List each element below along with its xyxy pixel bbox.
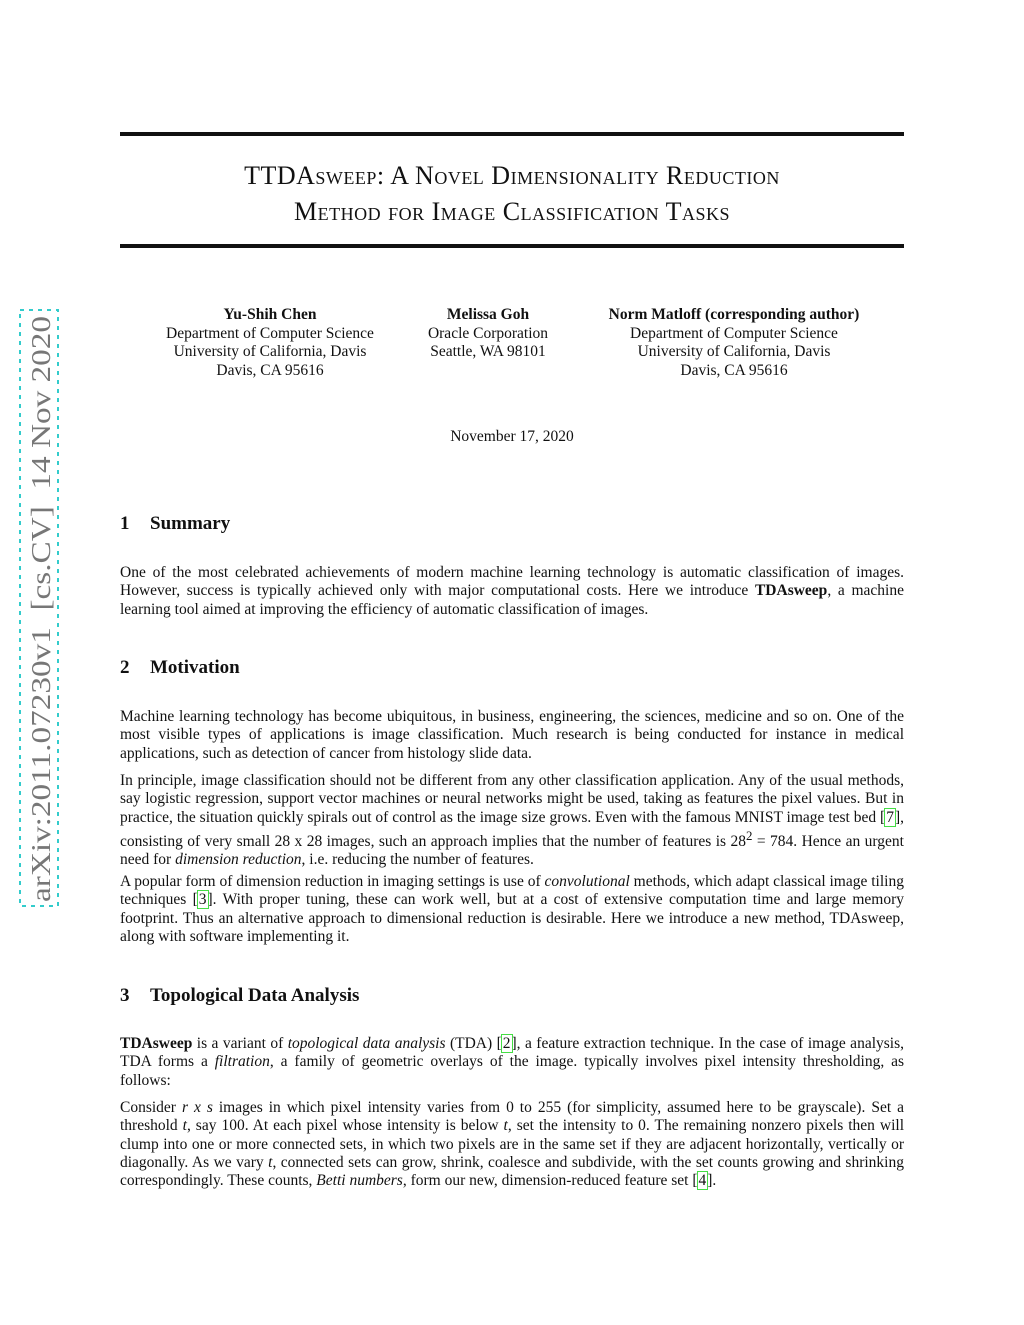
text-run: , a family of geometric overlays of the image. typically involves pixel intensity thresholding, as follows: — [120, 1053, 904, 1089]
text-run: , set the intensity to 0. The remaining nonzero pixels then will clump into one or more connected sets, in which two pixels are in the same set if they are adjacent horizontally, vertically or diagonally. As we vary — [120, 1117, 904, 1171]
summary-paragraph — [120, 564, 904, 619]
tda-paragraph-1 — [120, 1035, 904, 1090]
section-title: Topological Data Analysis — [150, 985, 360, 1006]
author-3 — [588, 306, 880, 380]
text-run: methods, which adapt classical image tiling techniques [ — [120, 873, 904, 909]
emphasis: t — [268, 1153, 273, 1171]
emphasis: topological data analysis — [287, 1035, 446, 1052]
emphasis: t — [182, 1117, 187, 1135]
arxiv-stamp[interactable] — [18, 308, 60, 908]
arxiv-stamp-text: arXiv:2011.07230v1 [cs.CV] 14 Nov 2020 — [25, 417, 56, 902]
motivation-paragraph-2 — [120, 772, 904, 870]
title-rule-top — [120, 132, 904, 136]
text-run: = 784. Hence an urgent need for — [120, 833, 904, 869]
citation-link[interactable]: 7 — [886, 808, 894, 826]
text-run: images in which pixel intensity varies from 0 to 255 (for simplicity, assumed here to be grayscale). Set a threshold — [120, 1099, 904, 1135]
superscript: 2 — [745, 827, 753, 843]
paper-date: November 17, 2020 — [450, 428, 574, 445]
author-affiliation: University of California, Davis — [173, 343, 367, 360]
text-run: , a machine learning tool aimed at improving the efficiency of automatic classification of images. — [120, 582, 904, 618]
author-affiliation: University of California, Davis — [637, 343, 831, 360]
text-run: is a variant of — [192, 1035, 288, 1052]
author-1 — [140, 306, 400, 380]
text-run: One of the most celebrated achievements of modern machine learning technology is automatic classification of images. However, success is typically achieved only with major computational costs. Here we introduce — [120, 564, 904, 600]
section-number: 2 — [120, 657, 130, 678]
emphasis: filtration — [214, 1053, 270, 1071]
section-heading-tda — [120, 985, 359, 1007]
motivation-paragraph-1: Machine learning technology has become ubiquitous, in business, engineering, the sciences, medicine and so on. One of the most visible types of applications is image classification. Much research is being conducted for instance in medical applications, such as detection of cancer from histology slide data. — [120, 708, 904, 762]
emphasis: convolutional — [544, 873, 630, 890]
author-address: Davis, CA 95616 — [680, 361, 788, 379]
text-run: ], consisting of very small 28 x 28 images, such an approach implies that the number of features is 28 — [120, 808, 904, 851]
motivation-paragraph-3 — [120, 873, 904, 946]
text-run: , i.e. reducing the number of features. — [301, 851, 534, 869]
author-address: Seattle, WA 98101 — [430, 343, 546, 360]
text-run: , form our new, dimension-reduced feature set [ — [402, 1172, 698, 1190]
author-address: Davis, CA 95616 — [216, 361, 324, 379]
text-run: (TDA) [ — [445, 1035, 502, 1052]
paper-title — [120, 158, 904, 230]
text-run: Consider — [120, 1099, 182, 1116]
text-run: ]. — [707, 1172, 717, 1190]
arxiv-stamp-graphic — [18, 308, 60, 908]
section-heading-summary — [120, 513, 230, 535]
tda-paragraph-2 — [120, 1099, 904, 1190]
author-name: Yu-Shih Chen — [223, 306, 317, 323]
title-line-2: Method for Image Classification Tasks — [293, 197, 731, 226]
author-affiliation: Department of Computer Science — [166, 324, 374, 342]
title-line-1: TTDAsweep: A Novel Dimensionality Reduction — [244, 161, 780, 190]
author-name: Melissa Goh — [446, 306, 530, 323]
emphasis: r x s — [181, 1099, 213, 1116]
emphasis: t — [503, 1117, 508, 1135]
author-affiliation: Department of Computer Science — [630, 324, 838, 342]
section-number: 1 — [120, 513, 130, 534]
author-2 — [408, 306, 568, 362]
bold-term: TDAsweep — [754, 582, 828, 600]
section-title: Summary — [150, 513, 231, 534]
section-number: 3 — [120, 985, 130, 1006]
author-affiliation: Oracle Corporation — [427, 324, 549, 342]
section-heading-motivation — [120, 657, 240, 679]
title-rule-bottom — [120, 244, 904, 248]
text-run: ]. With proper tuning, these can work well, but at a cost of extensive computation time and large memory footprint. Thus an alternative approach to dimensional reduction is desirable. Here we introduce a new method, TDAsweep, along with software implementing it. — [120, 891, 904, 945]
section-title: Motivation — [150, 657, 240, 678]
citation-link[interactable]: 2 — [502, 1035, 511, 1052]
text-run: , connected sets can grow, shrink, coalesce and subdivide, with the set counts growing and shrinking correspondingly. These counts, — [120, 1153, 904, 1190]
emphasis: dimension reduction — [175, 851, 302, 869]
emphasis: Betti numbers — [316, 1172, 403, 1190]
bold-term: TDAsweep — [120, 1035, 193, 1052]
text-run: ], a feature extraction technique. In the case of image analysis, TDA forms a — [120, 1035, 904, 1071]
text-run: In principle, image classification should not be different from any other classification application. Any of the usual methods, say logistic regression, support vector machines or neural networks might be used, taking as features the pixel values. But in practice, the situation quickly spirals out of control as the image size grows. Even with the famous MNIST image test bed [ — [120, 772, 904, 826]
citation-link[interactable]: 3 — [198, 891, 207, 909]
text-run: A popular form of dimension reduction in imaging settings is use of — [120, 873, 545, 890]
author-name: Norm Matloff (corresponding author) — [608, 306, 860, 323]
text-run: , say 100. At each pixel whose intensity is below — [186, 1117, 504, 1135]
citation-link[interactable]: 4 — [698, 1172, 707, 1190]
